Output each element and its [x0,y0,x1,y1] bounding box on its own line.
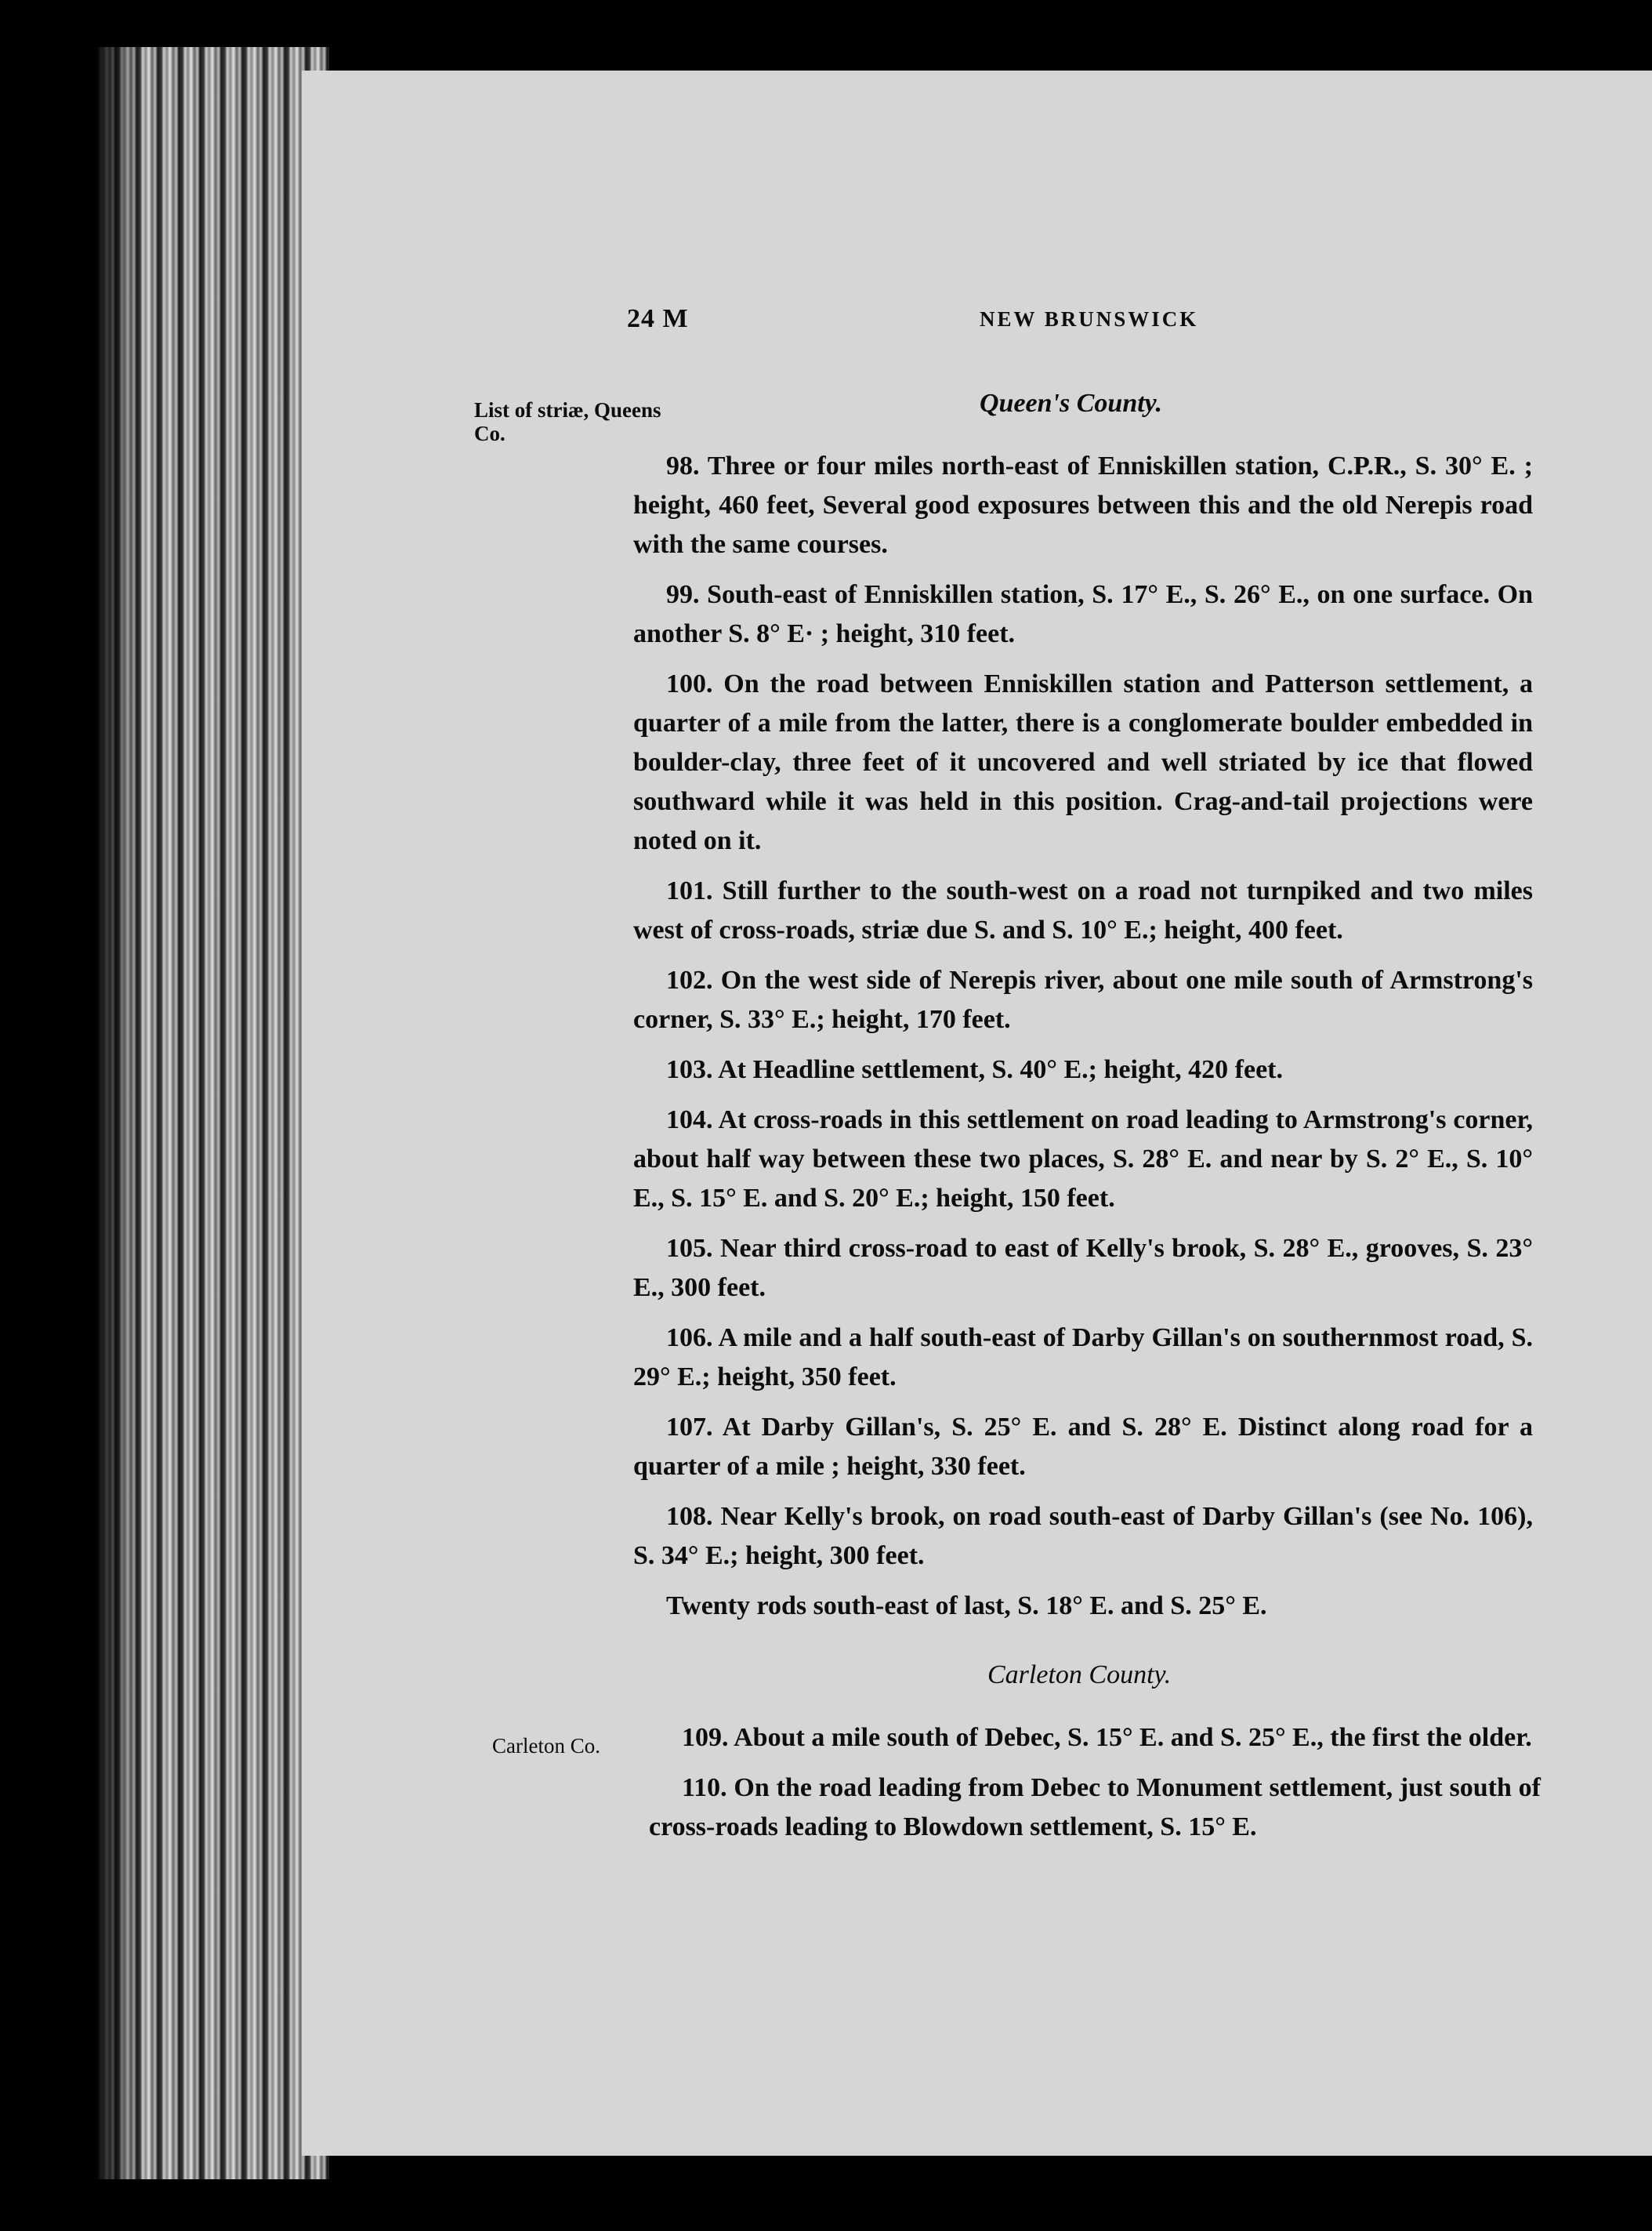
paragraph: 98. Three or four miles north-east of Enniskillen station, C.P.R., S. 30° E. ; height, 460 feet, Several good exposures between this and the old Nerepis road with the same courses. [633,452,1533,559]
paragraph: 104. At cross-roads in this settlement on road leading to Armstrong's corner, about half way between these two places, S. 28° E. and near by S. 2° E., S. 10° E., S. 15° E. and S. 20° E.; height, 150 feet. [633,1105,1533,1213]
paragraph: 106. A mile and a half south-east of Darby Gillan's on southernmost road, S. 29° E.; height, 350 feet. [633,1323,1533,1391]
running-title: NEW BRUNSWICK [980,307,1199,331]
margin-note-queens: List of striæ, Queens Co. [474,398,661,445]
paragraph: 103. At Headline settlement, S. 40° E.; height, 420 feet. [666,1055,1283,1084]
section-heading-carleton: Carleton County. [987,1660,1172,1689]
paragraph: 102. On the west side of Nerepis river, about one mile south of Armstrong's corner, S. 33° E.; height, 170 feet. [633,966,1533,1034]
paragraph: Twenty rods south-east of last, S. 18° E. and S. 25° E. [666,1591,1267,1620]
section-heading-queens: Queen's County. [980,389,1163,418]
paragraph: 110. On the road leading from Debec to Monument settlement, just south of cross-roads leading to Blowdown settlement, S. 15° E. [649,1773,1541,1841]
margin-note-carleton: Carleton Co. [492,1734,600,1758]
paragraph: 100. On the road between Enniskillen station and Patterson settlement, a quarter of a mile from the latter, there is a conglomerate boulder embedded in boulder-clay, three feet of it uncovered and well striated by ice that flowed southward while it was held in this position. Crag-and-tail projections were noted on it. [633,669,1533,855]
paragraph: 108. Near Kelly's brook, on road south-east of Darby Gillan's (see No. 106), S. 34° E.; height, 300 feet. [633,1502,1533,1570]
binding-shadow [94,47,141,2179]
paragraph: 99. South-east of Enniskillen station, S. 17° E., S. 26° E., on one surface. On another S. 8° E· ; height, 310 feet. [633,580,1533,648]
paragraph: 107. At Darby Gillan's, S. 25° E. and S. 28° E. Distinct along road for a quarter of a mile ; height, 330 feet. [633,1413,1533,1481]
paragraph: 109. About a mile south of Debec, S. 15° E. and S. 25° E., the first the older. [682,1723,1532,1752]
queens-county-entries [633,447,1533,1637]
paragraph: 105. Near third cross-road to east of Kelly's brook, S. 28° E., grooves, S. 23° E., 300 feet. [633,1234,1533,1302]
page-number: 24 M [627,304,689,333]
carleton-county-entries [649,1718,1541,1858]
paragraph: 101. Still further to the south-west on a road not turnpiked and two miles west of cross-roads, striæ due S. and S. 10° E.; height, 400 feet. [633,876,1533,945]
